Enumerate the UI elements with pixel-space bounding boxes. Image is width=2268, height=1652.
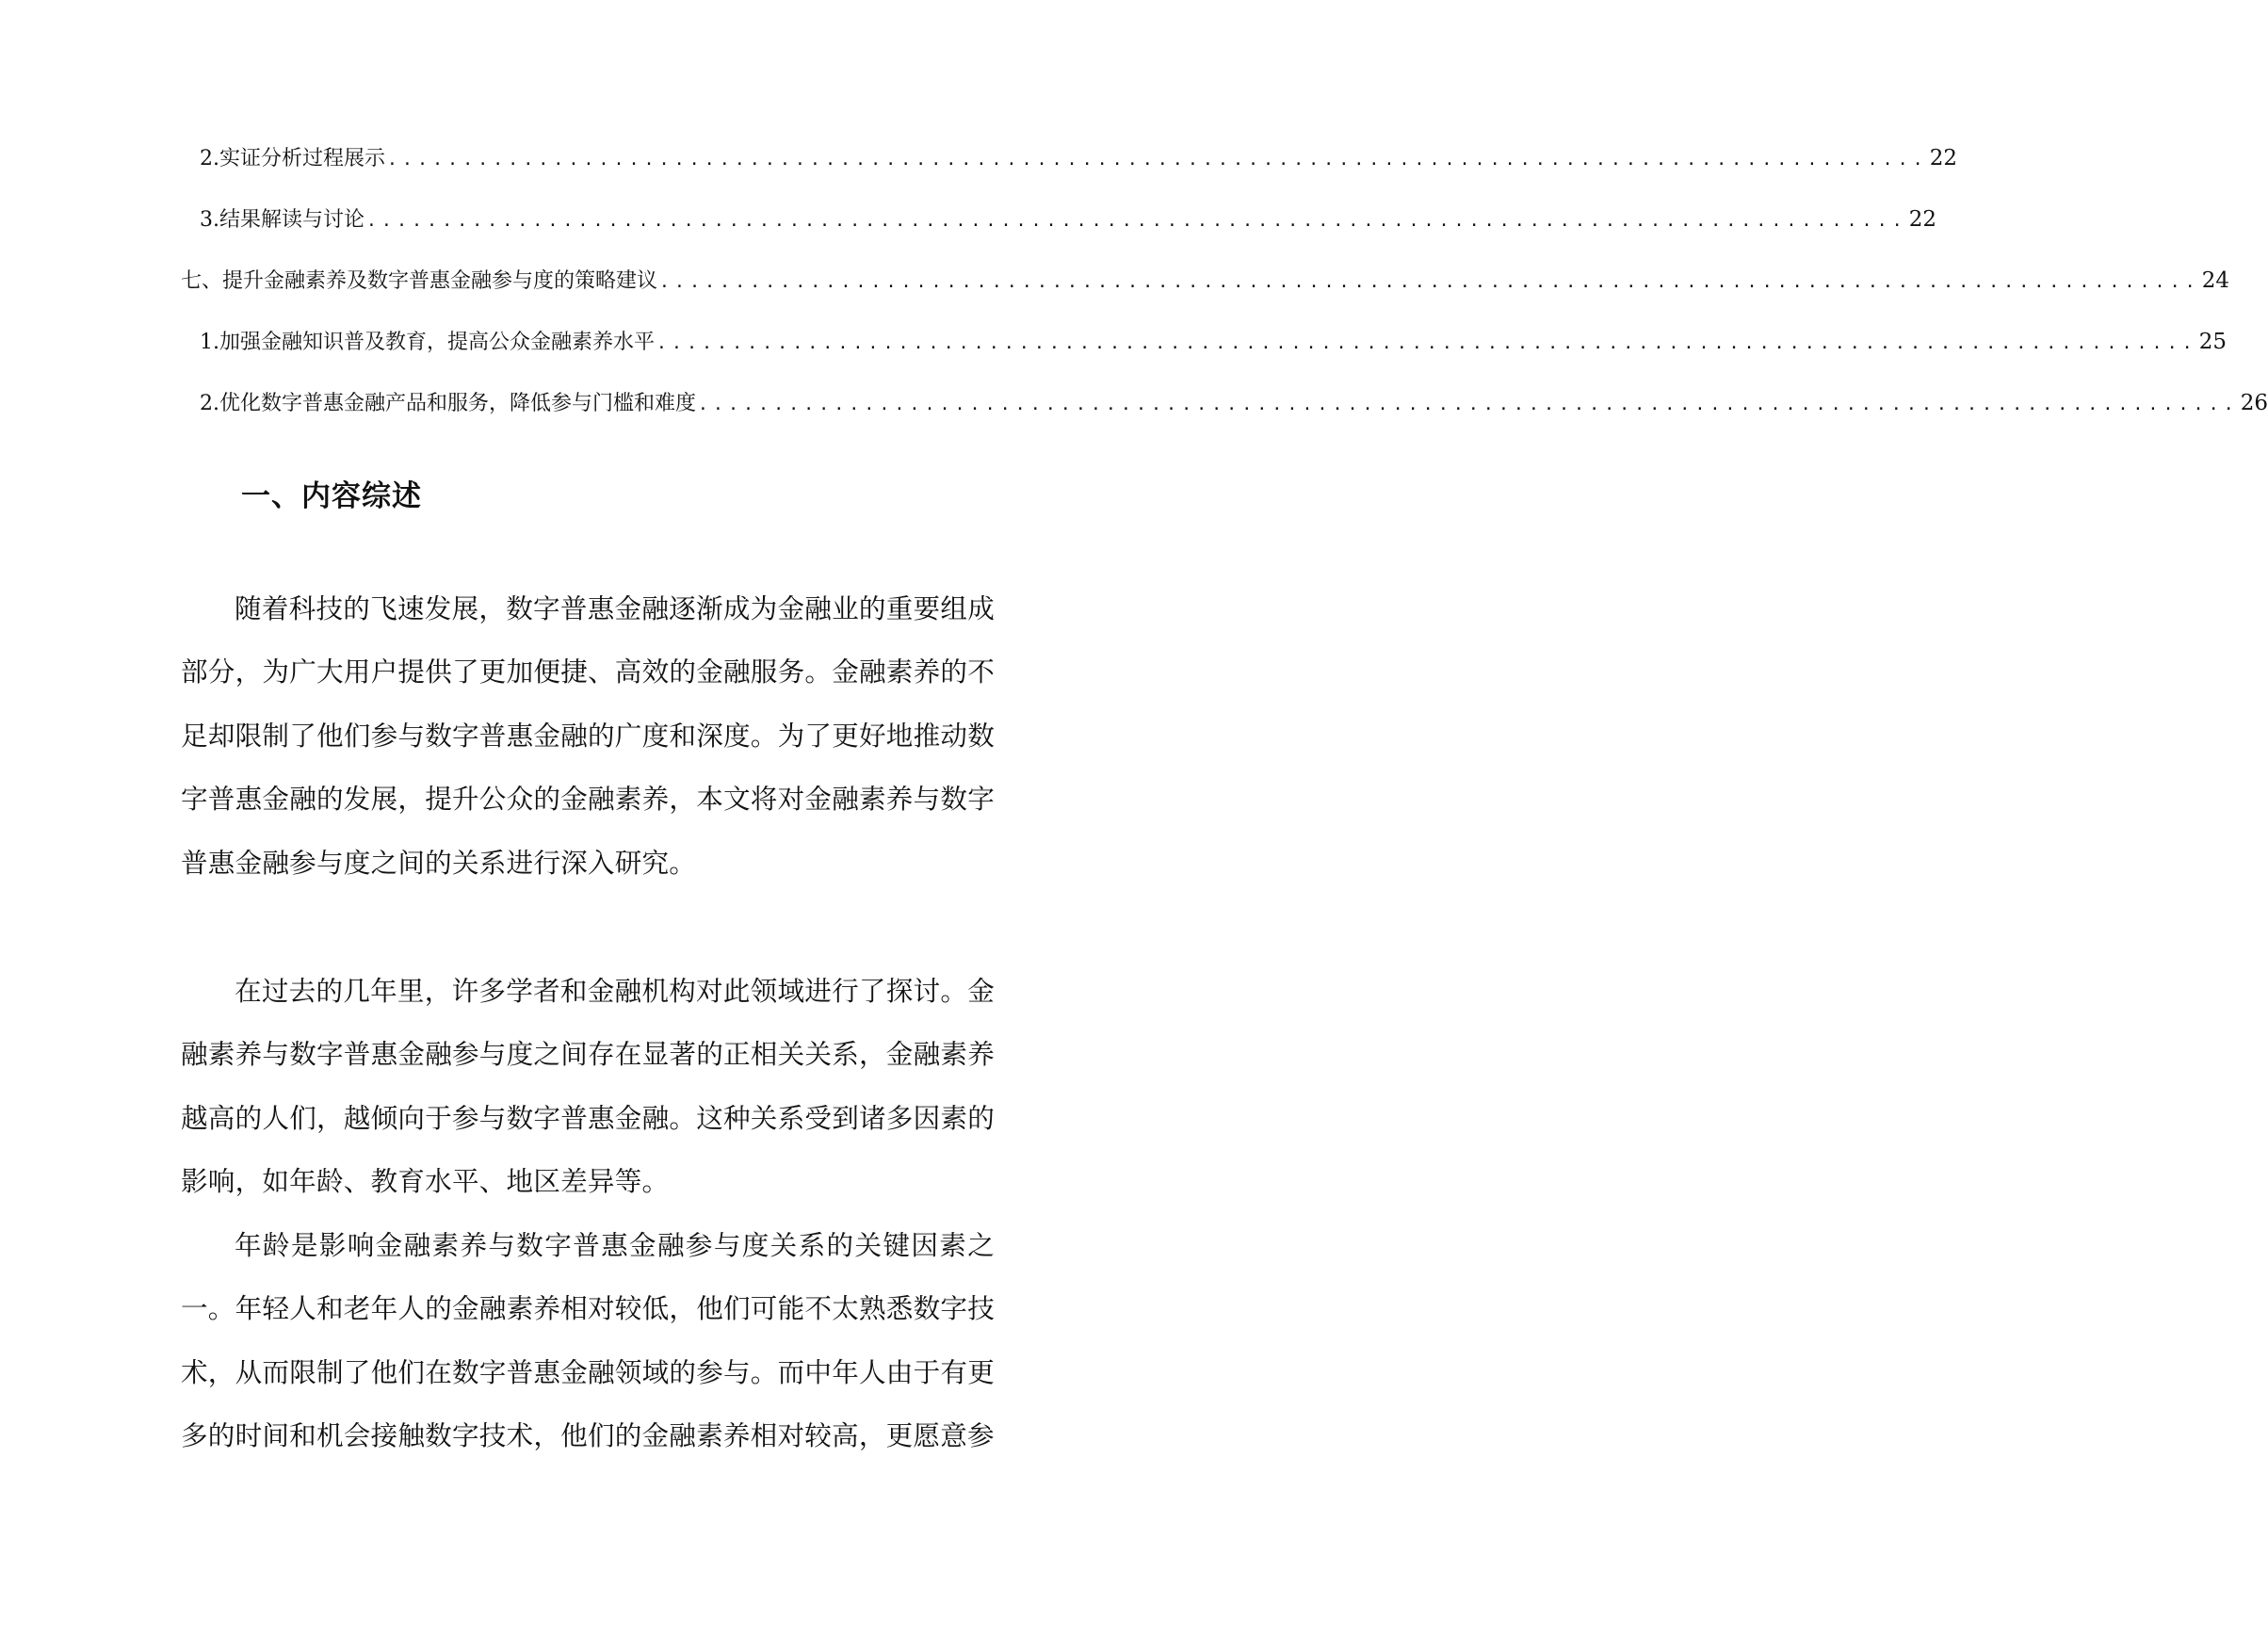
toc-entry[interactable] [200, 144, 1958, 172]
toc-dot-leader: ...................................................................................................... [366, 211, 1907, 231]
body-paragraph: 在过去的几年里，许多学者和金融机构对此领域进行了探讨。金融素养与数字普惠金融参与度之间存在显著的正相关关系，金融素养越高的人们，越倾向于参与数字普惠金融。这种关系受到诸多因素的影响，如年龄、教育水平、地区差异等。 [181, 974, 995, 1198]
toc-entry-number: 1. [200, 331, 219, 354]
toc-entry-page-number: 22 [1908, 207, 1937, 232]
toc-entry-title: 结果解读与讨论 [219, 208, 365, 232]
toc-dot-leader: ...................................................................................................... [387, 150, 1928, 170]
toc-entry-page-number: 26 [2240, 391, 2268, 415]
toc-dot-leader: ...................................................................................................... [656, 333, 2197, 353]
toc-entry-title: 优化数字普惠金融产品和服务，降低参与门槛和难度 [219, 392, 697, 415]
toc-dot-leader: ...................................................................................................... [659, 272, 2200, 292]
body-paragraph: 年龄是影响金融素养与数字普惠金融参与度关系的关键因素之一。年轻人和老年人的金融素养相对较低，他们可能不太熟悉数字技术，从而限制了他们在数字普惠金融领域的参与。而中年人由于有更多的时间和机会接触数字技术，他们的金融素养相对较高，更愿意参 [181, 1228, 995, 1452]
toc-entry-page-number: 22 [1929, 146, 1958, 170]
toc-entry-title: 七、提升金融素养及数字普惠金融参与度的策略建议 [181, 269, 658, 293]
toc-entry-title: 实证分析过程展示 [219, 147, 386, 170]
toc-entry-chapter[interactable] [181, 267, 2230, 295]
body-paragraph: 随着科技的飞速发展，数字普惠金融逐渐成为金融业的重要组成部分，为广大用户提供了更加便捷、高效的金融服务。金融素养的不足却限制了他们参与数字普惠金融的广度和深度。为了更好地推动数字普惠金融的发展，提升公众的金融素养，本文将对金融素养与数字普惠金融参与度之间的关系进行深入研究。 [181, 591, 995, 879]
toc-entry-page-number: 24 [2201, 268, 2230, 293]
toc-entry[interactable] [200, 328, 2228, 356]
toc-entry-number: 3. [200, 208, 219, 232]
toc-dot-leader: ...................................................................................................... [698, 395, 2239, 414]
section-heading: 一、内容综述 [241, 479, 422, 513]
toc-entry-title: 加强金融知识普及教育，提高公众金融素养水平 [219, 331, 656, 354]
toc-entry-page-number: 25 [2198, 330, 2228, 354]
toc-entry[interactable] [200, 205, 1937, 234]
toc-entry-number: 2. [200, 147, 219, 170]
toc-entry-number: 2. [200, 392, 219, 415]
toc-entry[interactable] [200, 389, 2268, 417]
